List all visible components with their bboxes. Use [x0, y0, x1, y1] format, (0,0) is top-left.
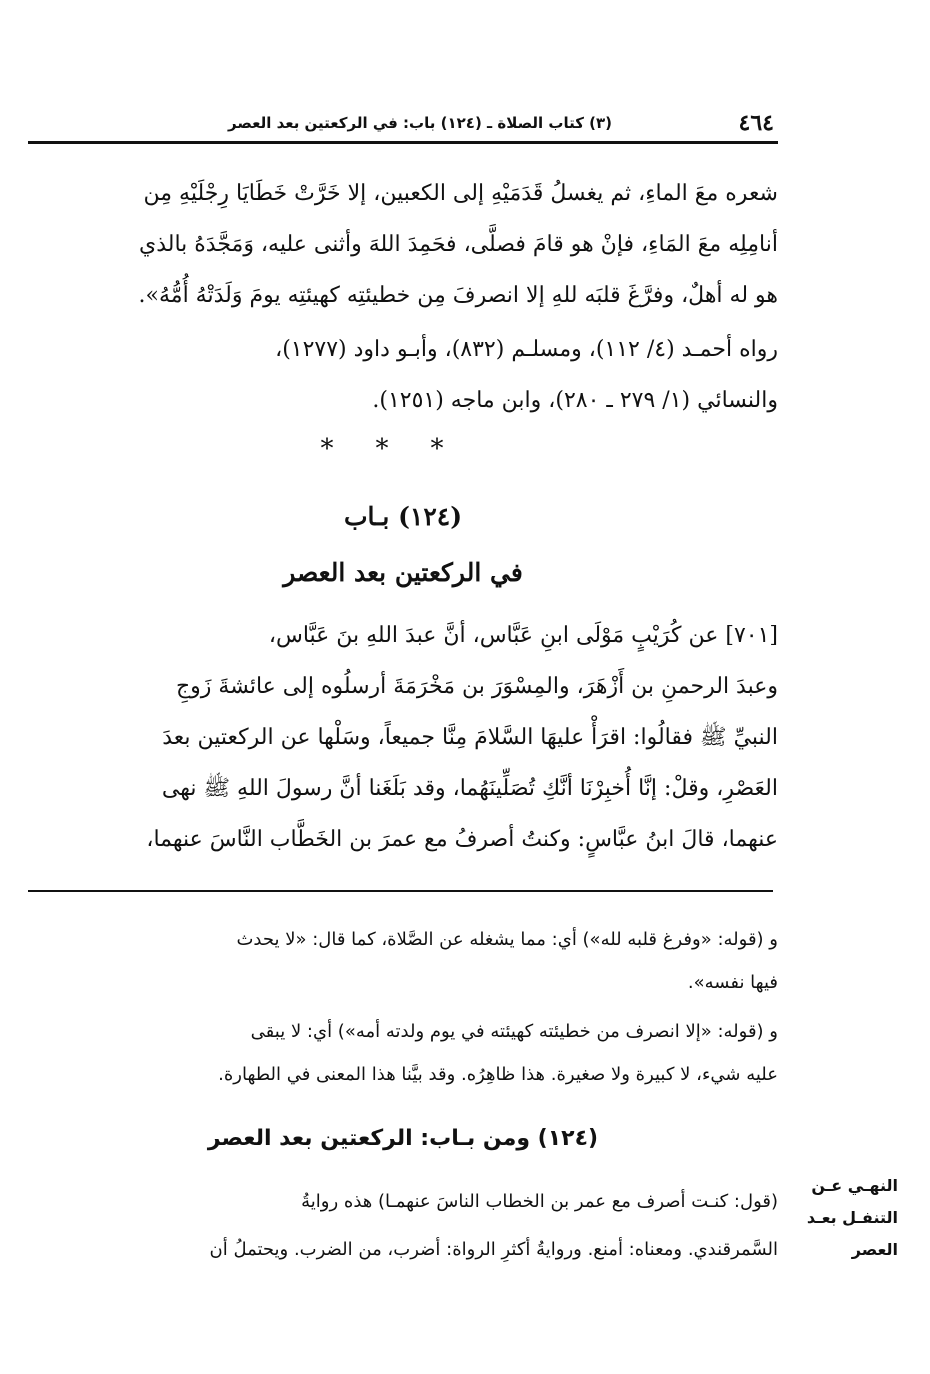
- running-title: (٣) كتاب الصلاة ـ (١٢٤) باب: في الركعتين بعد العصر: [228, 114, 613, 132]
- commentary-chapter-heading: (١٢٤) ومن بـاب: الركعتين بعد العصر: [207, 1126, 599, 1151]
- page-number: ٤٦٤: [738, 110, 774, 136]
- chapter-title: في الركعتين بعد العصر: [283, 558, 523, 587]
- chapter-label: (١٢٤) بـاب: [343, 502, 463, 531]
- commentary-note: و (قوله: «وفرغ قلبه لله») أي: مما يشغله عن الصَّلاة، كما قال: «لا يحدث فيها نفسه».: [236, 929, 778, 993]
- commentary-paragraph: (قول: كنـت أصرف مع عمر بن الخطاب الناسَ عنهمـا) هذه روايةُ السَّمرقندي. ومعناه: أمنع. وروايةُ أكثرِ الرواة: أضرب، من الضرب. ويحتملُ أن: [209, 1191, 778, 1260]
- section-separator-stars: ***: [320, 434, 486, 464]
- footnote-divider: [28, 890, 773, 892]
- commentary-note: و (قوله: «إلا انصرف من خطيئته كهيئته في يوم ولدته أمه») أي: لا يبقى عليه شيء، لا كبيرة ولا صغيرة. هذا ظاهِرُه. وقد بيَّنا هذا المعنى في الطهارة.: [218, 1021, 778, 1085]
- margin-side-note: النهـي عـن التنفـل بعـد العصر: [806, 1176, 898, 1259]
- hadith-continuation: شعره معَ الماءِ، ثم يغسلُ قَدَمَيْهِ إلى الكعبين، إلا خَرَّتْ خَطَايَا رِجْلَيْهِ مِن أنامِلِه معَ المَاءِ، فإنْ هو قامَ فصلَّى، فحَمِدَ اللهَ وأثنى عليه، وَمَجَّدَهُ بالذي هو له أهلٌ، وفرَّغَ قلبَه للهِ إلا انصرفَ مِن خطيئتِه كهيئتِه يومَ وَلَدَتْهُ أُمُّهُ».: [138, 181, 778, 308]
- hadith-sources: رواه أحمـد (٤/ ١١٢)، ومسلـم (٨٣٢)، وأبـو داود (١٢٧٧)، والنسائي (١/ ٢٧٩ ـ ٢٨٠)، وابن ماجه (١٢٥١).: [275, 337, 778, 413]
- hadith-701: [٧٠١] عن كُرَيْبٍ مَوْلَى ابنِ عَبَّاس، أنَّ عبدَ اللهِ بنَ عَبَّاس، وعبدَ الرحمنِ بن أَزْهَرَ، والمِسْوَرَ بن مَخْرَمَةَ أرسلُوه إلى عائشةَ زَوجِ النبيِّ ﷺ فقالُوا: اقرَأْ عليهَا السَّلامَ مِنَّا جميعاً، وسَلْها عن الركعتين بعدَ العَصْرِ، وقلْ: إنَّا أُخبِرْنَا أنَّكِ تُصَلِّينَهُما، وقد بَلَغَنا أنَّ رسولَ اللهِ ﷺ نهى عنهما، قالَ ابنُ عبَّاسٍ: وكنتُ أصرفُ مع عمرَ بن الخَطَّاب النَّاسَ عنهما،: [146, 623, 778, 852]
- page-header: [28, 108, 778, 144]
